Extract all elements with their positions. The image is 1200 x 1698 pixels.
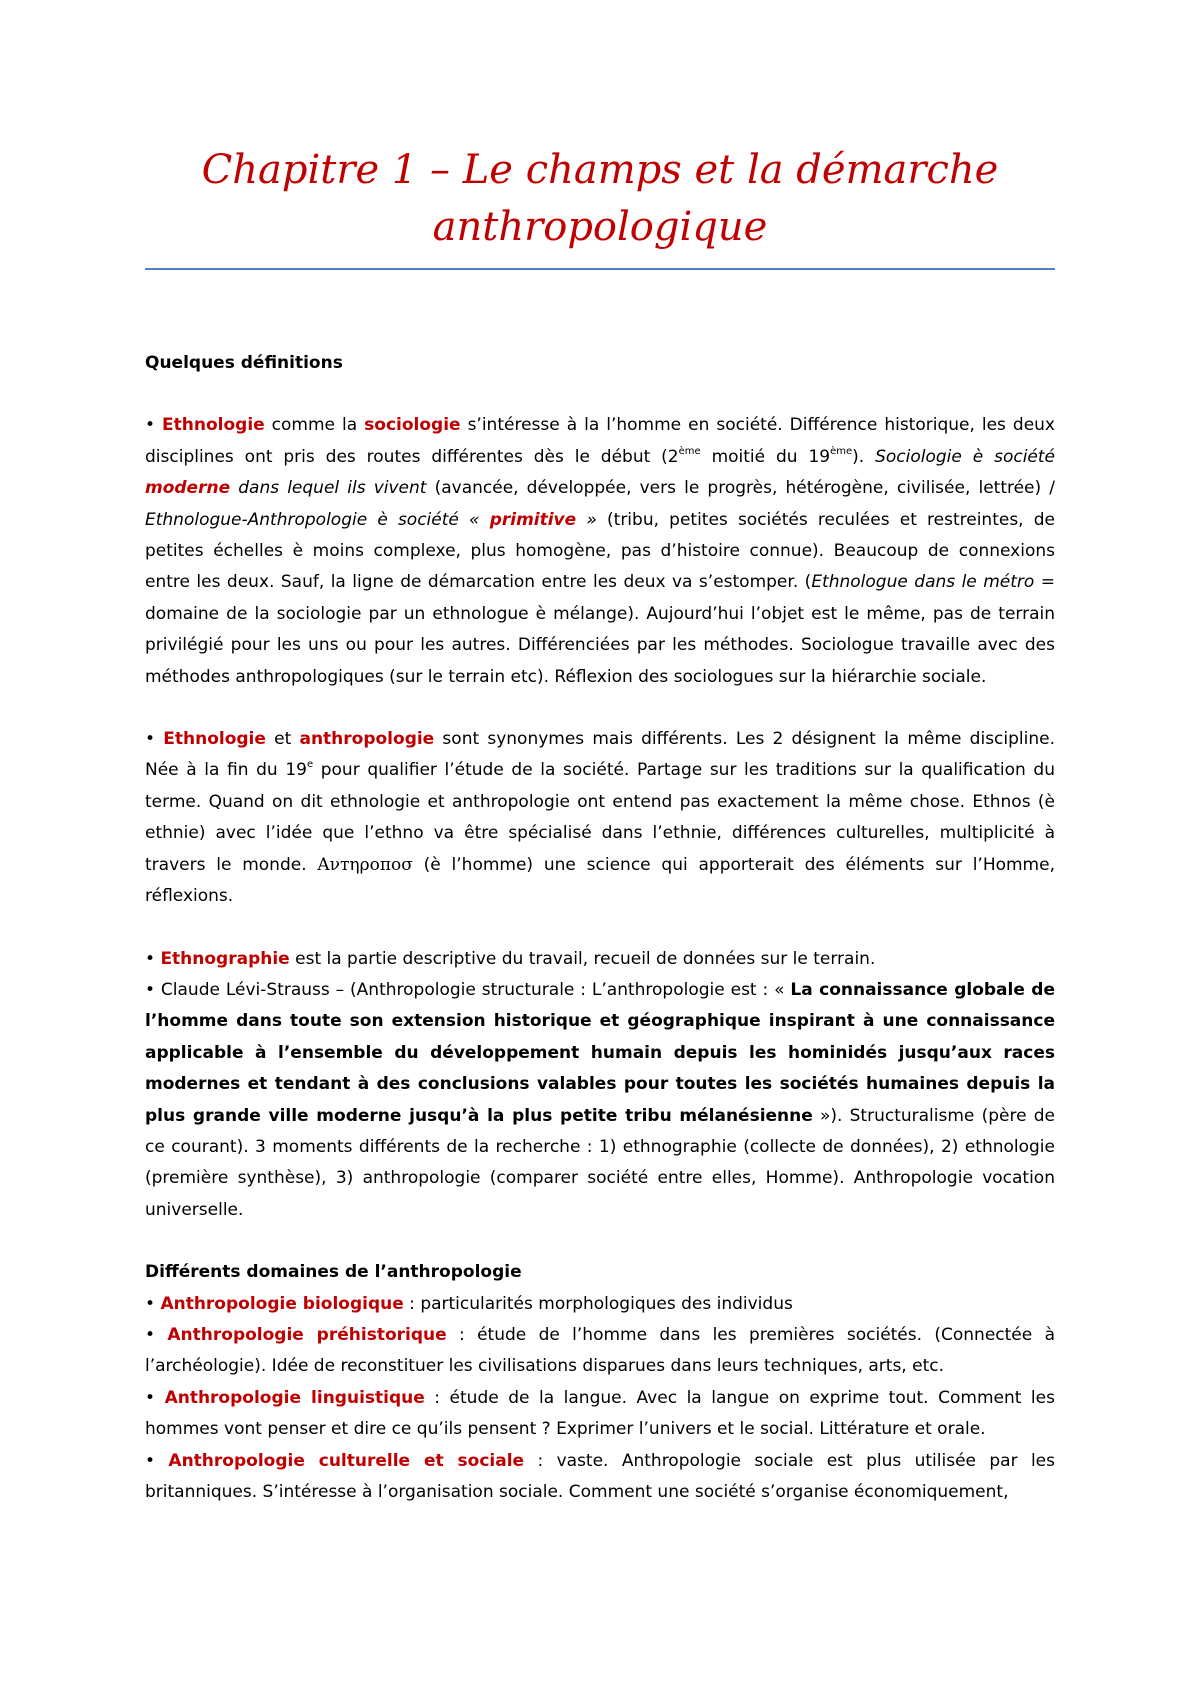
bullet: • (145, 729, 164, 750)
domain-term: Anthropologie biologique (160, 1293, 404, 1314)
bullet: • (145, 415, 163, 436)
chapter-title-line-1: Chapitre 1 – Le champs et la démarche (201, 147, 999, 193)
greek-word: Ανтηρoπoσ (317, 854, 413, 875)
list-item-domain: • Anthropologie biologique : particularités morphologiques des individus (145, 1293, 793, 1314)
bullet: • (145, 1293, 161, 1314)
paragraph-ethnologie-sociologie: • Ethnologie comme la sociologie s’intéresse à la l’homme en société. Différence historique, les deux disciplines ont pris des routes différentes dès le début (2ème moitié du 19ème). Sociologie è société moderne dans lequel ils vivent (avancée, développée, vers le progrès, hétérogène, civilisée, lettrée) / Ethnologue-Anthropologie è société « primitive » (tribu, petites sociétés reculées et restreintes, de petites échelles è moins complexe, plus homogène, pas d’histoire connue). Beaucoup de connexions entre les deux. Sauf, la ligne de démarcation entre les deux va s’estomper. (Ethnologue dans le métro = domaine de la sociologie par un ethnologue è mélange). Aujourd’hui l’objet est le même, pas de terrain privilégié pour les uns ou pour les autres. Différenciées par les méthodes. Sociologue travaille avec des méthodes anthropologiques (sur le terrain etc). Réflexion des sociologues sur la hiérarchie sociale. (145, 415, 1056, 687)
section-heading-domains: Différents domaines de l’anthropologie (145, 1262, 522, 1283)
term-primitive: primitive (489, 509, 577, 530)
domain-term: Anthropologie préhistorique (167, 1324, 447, 1345)
domain-term: Anthropologie culturelle et sociale (168, 1450, 525, 1471)
section-heading-definitions: Quelques définitions (145, 353, 343, 373)
term-ethnologie: Ethnologie (163, 729, 266, 750)
list-item-domain: • Anthropologie préhistorique : étude de l’homme dans les premières sociétés. (Connectée à l’archéologie). Idée de reconstituer les civilisations disparues dans leurs techniques, arts, etc. (145, 1324, 1055, 1377)
term-anthropologie: anthropologie (299, 729, 435, 750)
bullet: • (145, 948, 161, 969)
chapter-title-line-2: anthropologique (432, 204, 768, 250)
term-ethnographie: Ethnographie (160, 948, 290, 969)
spacer (145, 270, 1055, 348)
list-item-domain: • Anthropologie linguistique : étude de la langue. Avec la langue on exprime tout. Comment les hommes vont penser et dire ce qu’ils pensent ? Exprimer l’univers et le social. Littérature et orale. (145, 1387, 1055, 1440)
domain-term: Anthropologie linguistique (164, 1387, 425, 1408)
bullet: • (145, 1387, 165, 1408)
term-moderne: moderne (145, 478, 231, 499)
list-item-domain: • Anthropologie culturelle et sociale : vaste. Anthropologie sociale est plus utilisée par les britanniques. S’intéresse à l’organisation sociale. Comment une société s’organise économiquement, (145, 1450, 1055, 1502)
chapter-title (145, 142, 1055, 270)
levi-strauss-quote: La connaissance globale de l’homme dans toute son extension historique et géographique inspirant à une connaissance applicable à l’ensemble du développement humain depuis les hominidés jusqu’aux races modernes et tendant à des conclusions valables pour toutes les sociétés humaines depuis la plus grande ville moderne jusqu’à la plus petite tribu mélanésienne (145, 979, 1055, 1126)
paragraph-levi-strauss: • Claude Lévi-Strauss – (Anthropologie structurale : L’anthropologie est : « La connaissance globale de l’homme dans toute son extension historique et géographique inspirant à une connaissance applicable à l’ensemble du développement humain depuis les hominidés jusqu’aux races modernes et tendant à des conclusions valables pour toutes les sociétés humaines depuis la plus grande ville moderne jusqu’à la plus petite tribu mélanésienne »). Structuralisme (père de ce courant). 3 moments différents de la recherche : 1) ethnographie (collecte de données), 2) ethnologie (première synthèse), 3) anthropologie (comparer société entre elles, Homme). Anthropologie vocation universelle. (145, 979, 1055, 1220)
term-ethnologie: Ethnologie (162, 415, 265, 436)
term-sociologie: sociologie (364, 415, 461, 436)
bullet: • (145, 1450, 169, 1471)
spacer (145, 1226, 1055, 1257)
spacer (145, 913, 1055, 944)
bullet: • (145, 1324, 168, 1345)
paragraph-ethnologie-anthropologie: • Ethnologie et anthropologie sont synonymes mais différents. Les 2 désignent la même discipline. Née à la fin du 19e pour qualifier l’étude de la société. Partage sur les traditions sur la qualification du terme. Quand on dit ethnologie et anthropologie ont entend pas exactement la même chose. Ethnos (è ethnie) avec l’idée que l’ethno va être spécialisé dans l’ethnie, différences culturelles, multiplicité à travers le monde. Ανтηρoπoσ (è l’homme) une science qui apporterait des éléments sur l’Homme, réflexions. (145, 729, 1055, 907)
paragraph-ethnographie: • Ethnographie est la partie descriptive du travail, recueil de données sur le terrain. (145, 948, 876, 969)
spacer (145, 379, 1055, 410)
spacer (145, 693, 1055, 724)
